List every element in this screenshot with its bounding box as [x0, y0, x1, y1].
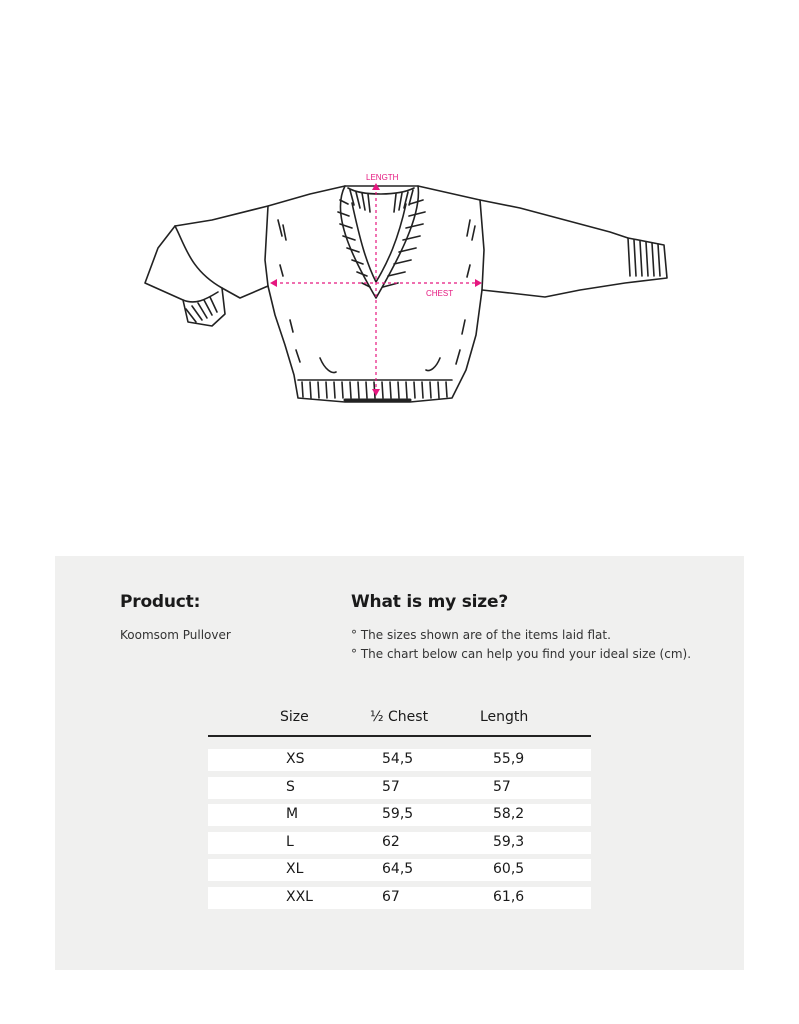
cell-length: 61,6 [493, 888, 525, 905]
table-row [208, 859, 591, 881]
length-arrow-bottom [372, 389, 380, 396]
sweater-body-outline [145, 186, 667, 402]
table-row [208, 804, 591, 826]
cell-size: XS [286, 751, 305, 767]
header-chest: ½ Chest [370, 709, 429, 725]
cell-size: XXL [286, 888, 313, 905]
chest-arrow-left [270, 279, 277, 287]
cell-length: 58,2 [493, 806, 525, 823]
header-length: Length [480, 709, 529, 725]
cell-length: 59,3 [493, 833, 525, 850]
table-row [208, 749, 591, 771]
size-note-2: ° The chart below can help you find your ideal size (cm). [351, 647, 692, 661]
table-row [208, 887, 591, 909]
product-heading: Product: [120, 592, 201, 612]
header-size: Size [280, 709, 309, 725]
size-table [208, 749, 591, 915]
cell-size: XL [286, 861, 304, 878]
chest-label: CHEST [426, 289, 454, 298]
cell-size: M [286, 806, 299, 823]
cell-length: 60,5 [493, 861, 525, 878]
size-note-1: ° The sizes shown are of the items laid flat. [351, 628, 611, 642]
cell-chest: 57 [382, 778, 400, 795]
table-row [208, 832, 591, 854]
neckline-inner [348, 188, 414, 194]
cell-chest: 62 [382, 833, 400, 850]
cell-chest: 59,5 [382, 806, 414, 823]
length-label: LENGTH [366, 173, 399, 182]
cell-chest: 67 [382, 888, 400, 905]
chest-arrow-right [475, 279, 482, 287]
cell-chest: 64,5 [382, 861, 414, 878]
cell-size: S [286, 778, 295, 795]
product-name: Koomsom Pullover [120, 628, 231, 642]
cell-chest: 54,5 [382, 751, 414, 767]
size-heading: What is my size? [351, 592, 508, 612]
table-row [208, 777, 591, 799]
cell-length: 57 [493, 778, 511, 795]
header-divider [208, 735, 591, 737]
sweater-illustration [0, 0, 799, 500]
cell-length: 55,9 [493, 751, 525, 767]
cell-size: L [286, 833, 294, 850]
